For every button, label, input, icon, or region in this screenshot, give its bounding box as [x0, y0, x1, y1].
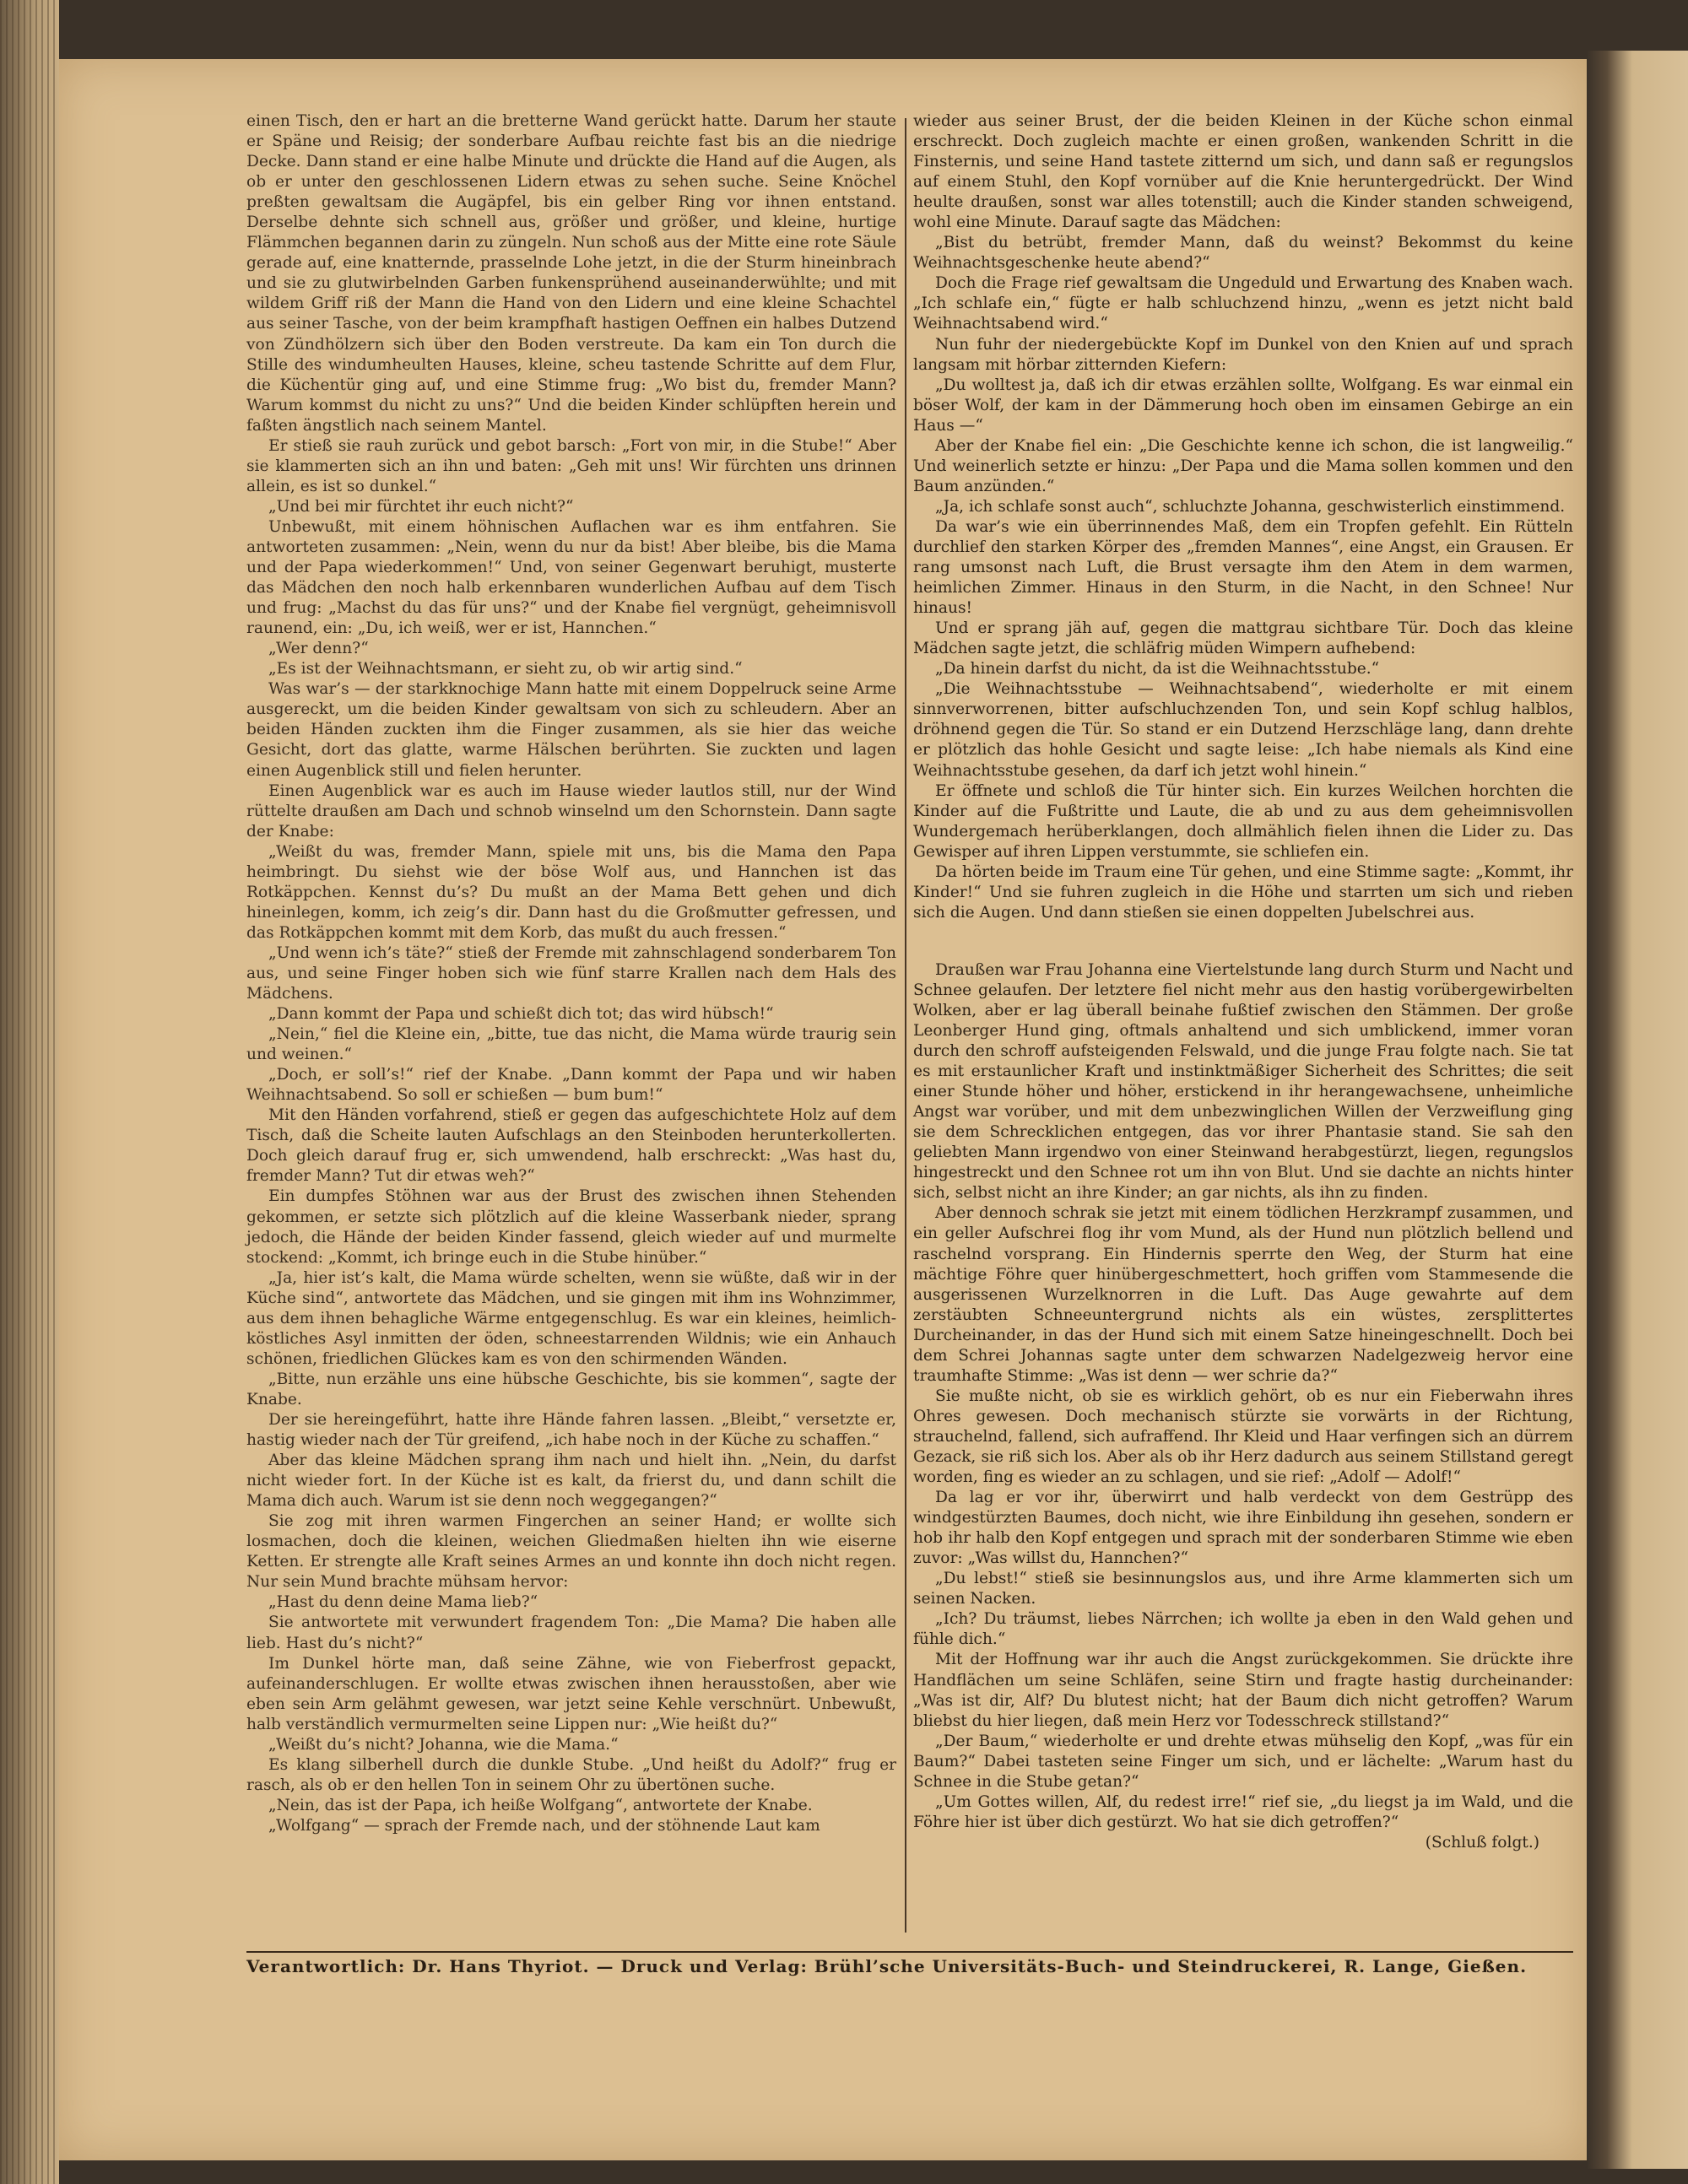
- right-column-upper-paragraph: „Ja, ich schlafe sonst auch“, schluchzte Johanna, geschwisterlich einstimmend.: [935, 497, 1566, 516]
- left-column-paragraph: „Doch, er soll’s!“ rief der Knabe. „Dann kommt der Papa und wir haben Weihnachtsabend. So soll er schießen — bum bum!“: [246, 1066, 896, 1105]
- left-column-paragraph: einen Tisch, den er hart an die bretterne Wand gerückt hatte. Darum her staute er Späne und Reisig; der sonderbare Aufbau reichte fast bis an die niedrige Decke. Dann stand er eine halbe Minute und drückte die Hand auf die Augen, als ob er unter den geschlossenen Lidern etwas zu sehen suche. Seine Knöchel preßten gewaltsam die Augäpfel, bis ein gelber Ring vor ihnen entstand. Derselbe dehnte sich schnell aus, größer und größer, und kleine, hurtige Flämmchen begannen darin zu züngeln. Nun schoß aus der Mitte eine rote Säule gerade auf, eine knatternde, prasselnde Lohe jetzt, in die der Sturm hineinbrach und sie zu glutwirbelnden Garben funkensprühend auseinanderwühlte; und mit wildem Griff riß der Mann die Hand von den Lidern und eine kleine Schachtel aus seiner Tasche, von der beim krampfhaft hastigen Oeffnen ein halbes Dutzend von Zündhölzern sich über den Boden verstreute. Da kam ein Ton durch die Stille des windumheulten Hauses, kleine, scheu tastende Schritte auf dem Flur, die Küchentür ging auf, und eine Stimme frug: „Wo bist du, fremder Mann? Warum kommst du nicht zu uns?“ Und die beiden Kinder schlüpften herein und faßten ängstlich nach seinem Mantel.: [246, 112, 896, 435]
- right-column: [913, 111, 1573, 1853]
- right-column-lower-paragraph: Mit der Hoffnung war ihr auch die Angst zurückgekommen. Sie drückte ihre Handflächen um seine Schläfen, seine Stirn und fragte hastig durcheinander: „Was ist dir, Alf? Du blutest nicht; hat der Baum dich nicht getroffen? Warum bliebst du hier liegen, daß mein Herz vor Todesschreck stillstand?“: [913, 1651, 1573, 1730]
- right-column-upper-paragraph: Er öffnete und schloß die Tür hinter sich. Ein kurzes Weilchen horchten die Kinder auf die Fußtritte und Laute, die ab und zu aus dem geheimnisvollen Wundergemach herüberklangen, doch allmählich fielen ihnen die Lider zu. Das Gewisper auf ihren Lippen verstummte, sie schliefen ein.: [913, 781, 1573, 861]
- spine-page-edges: [0, 0, 59, 2184]
- column-rule: [905, 118, 906, 1933]
- left-column-paragraph: „Und wenn ich’s täte?“ stieß der Fremde mit zahnschlagend sonderbarem Ton aus, und seine Finger hoben sich wie fünf starre Krallen nach dem Hals des Mädchens.: [246, 943, 896, 1003]
- left-column-paragraph: Mit den Händen vorfahrend, stieß er gegen das aufgeschichtete Holz auf dem Tisch, daß die Scheite lauten Aufschlags an den Steinboden herunterkollerten. Doch gleich darauf frug er, sich umwendend, halb erschreckt: „Was hast du, fremder Mann? Tut dir etwas weh?“: [246, 1106, 896, 1186]
- right-column-upper-paragraph: „Die Weihnachtsstube — Weihnachtsabend“, wiederholte er mit einem sinnverworrenen, bitter aufschluchzenden Ton, und sein Kopf schlug halblos, dröhnend gegen die Tür. So stand er ein Dutzend Herzschläge lang, dann drehte er plötzlich das hohle Gesicht und sagte leise: „Ich habe niemals als Kind eine Weihnachtsstube gesehen, da darf ich jetzt wohl hinein.“: [913, 680, 1573, 780]
- right-column-upper-paragraph: „Bist du betrübt, fremder Mann, daß du weinst? Bekommst du keine Weihnachtsgeschenke heute abend?“: [913, 234, 1573, 273]
- left-column-paragraph: „Weißt du was, fremder Mann, spiele mit uns, bis die Mama den Papa heimbringt. Du siehst wie der böse Wolf aus, und Hannchen ist das Rotkäppchen. Kennst du’s? Du mußt an der Mama Bett gehen und dich hineinlegen, komm, ich zeig’s dir. Dann hast du die Großmutter gefressen, und das Rotkäppchen kommt mit dem Korb, das mußt du auch fressen.“: [246, 842, 896, 942]
- right-column-lower-paragraph: Da lag er vor ihr, überwirrt und halb verdeckt von dem Gestrüpp des windgestürzten Baumes, doch nicht, wie ihre Einbildung ihn gesehen, sondern er hob ihr halb den Kopf entgegen und sprach mit der sonderbaren Stimme wie eben zuvor: „Was willst du, Hannchen?“: [913, 1489, 1573, 1568]
- left-column-paragraph: Der sie hereingeführt, hatte ihre Hände fahren lassen. „Bleibt,“ versetzte er, hastig wieder nach der Tür greifend, „ich habe noch in der Küche zu schaffen.“: [246, 1411, 896, 1450]
- continuation-note: (Schluß folgt.): [1425, 1833, 1539, 1852]
- right-column-lower-paragraph: Sie mußte nicht, ob sie es wirklich gehört, ob es nur ein Fieberwahn ihres Ohres gewesen. Doch mechanisch stürzte sie vorwärts in der Richtung, strauchelnd, fallend, sich aufraffend. Ihr Kleid und Haar verfingen sich an dürrem Gezack, sie riß sich los. Aber als ob ihr Herz dadurch aus seinem Stillstand geregt worden, fing es wieder an zu schlagen, und sie rief: „Adolf — Adolf!“: [913, 1387, 1573, 1487]
- right-column-upper-text: [913, 111, 1573, 923]
- left-column-paragraph: „Bitte, nun erzähle uns eine hübsche Geschichte, bis sie kommen“, sagte der Knabe.: [246, 1370, 896, 1408]
- left-column-paragraph: „Dann kommt der Papa und schießt dich tot; das wird hübsch!“: [268, 1005, 774, 1024]
- left-column-paragraph: „Und bei mir fürchtet ihr euch nicht?“: [268, 497, 574, 516]
- left-column-paragraph: Sie antwortete mit verwundert fragendem Ton: „Die Mama? Die haben alle lieb. Hast du’s nicht?“: [246, 1614, 896, 1652]
- left-column-paragraph: Ein dumpfes Stöhnen war aus der Brust des zwischen ihnen Stehenden gekommen, er setzte sich plötzlich auf die kleine Wasserbank nieder, sprang jedoch, die Hände der beiden Kinder fassend, gleich wieder auf und murmelte stockend: „Kommt, ich bringe euch in die Stube hinüber.“: [246, 1187, 896, 1267]
- left-column-paragraph: Aber das kleine Mädchen sprang ihm nach und hielt ihn. „Nein, du darfst nicht wieder fort. In der Küche ist es kalt, da frierst du, und dann schilt die Mama dich auch. Warum ist sie denn noch weggegangen?“: [246, 1451, 896, 1511]
- right-column-lower-paragraph: „Um Gottes willen, Alf, du redest irre!“ rief sie, „du liegst ja im Wald, und die Föhre hier ist über dich gestürzt. Wo hat sie dich getroffen?“: [913, 1792, 1573, 1831]
- left-column-paragraph: „Wolfgang“ — sprach der Fremde nach, und der stöhnende Laut kam: [268, 1816, 820, 1835]
- right-column-lower-text: [913, 960, 1573, 1833]
- adjacent-page-edge: [1587, 51, 1688, 2169]
- right-column-lower-paragraph: „Ich? Du träumst, liebes Närrchen; ich wollte ja eben in den Wald gehen und fühle dich.“: [913, 1610, 1573, 1649]
- right-column-upper-paragraph: Doch die Frage rief gewaltsam die Ungeduld und Erwartung des Knaben wach. „Ich schlafe ein,“ fügte er halb schluchzend hinzu, „wenn es jetzt nicht bald Weihnachtsabend wird.“: [913, 274, 1573, 333]
- left-column-paragraph: Sie zog mit ihren warmen Fingerchen an seiner Hand; er wollte sich losmachen, doch die kleinen, weichen Gliedmaßen hielten ihn wie eiserne Ketten. Er strengte alle Kraft seines Armes an und konnte ihn doch nicht regen. Nur sein Mund brachte mühsam hervor:: [246, 1512, 896, 1592]
- right-column-upper-paragraph: Nun fuhr der niedergebückte Kopf im Dunkel von den Knien auf und sprach langsam mit hörbar zitternden Kiefern:: [913, 335, 1573, 374]
- right-column-upper-paragraph: Da war’s wie ein überrinnendes Maß, dem ein Tropfen gefehlt. Ein Rütteln durchlief den starken Körper des „fremden Mannes“, eine Angst, ein Grausen. Er rang umsonst nach Luft, die Brust versagte ihm den Atem in dem warmen, heimlichen Zimmer. Hinaus in den Sturm, in die Nacht, in den Schnee! Nur hinaus!: [913, 517, 1573, 618]
- left-column: [246, 111, 896, 1836]
- left-column-paragraph: „Es ist der Weihnachtsmann, er sieht zu, ob wir artig sind.“: [268, 660, 743, 678]
- left-column-paragraph: „Nein, das ist der Papa, ich heiße Wolfgang“, antwortete der Knabe.: [268, 1796, 813, 1814]
- left-column-paragraph: „Weißt du’s nicht? Johanna, wie die Mama.“: [268, 1735, 619, 1754]
- right-column-upper-paragraph: „Du wolltest ja, daß ich dir etwas erzählen sollte, Wolfgang. Es war einmal ein böser Wolf, der kam in der Dämmerung hoch oben im einsamen Gebirge an ein Haus —“: [913, 376, 1573, 435]
- right-column-lower-paragraph: „Du lebst!“ stieß sie besinnungslos aus, und ihre Arme klammerten sich um seinen Nacken.: [913, 1570, 1573, 1608]
- right-column-upper-paragraph: Da hörten beide im Traum eine Tür gehen, und eine Stimme sagte: „Kommt, ihr Kinder!“ Und sie fuhren zugleich in die Höhe und starrten um sich und rieben sich die Augen. Und dann stießen sie einen doppelten Jubelschrei aus.: [913, 862, 1573, 922]
- left-column-paragraph: „Nein,“ fiel die Kleine ein, „bitte, tue das nicht, die Mama würde traurig sein und weinen.“: [246, 1025, 896, 1064]
- left-column-paragraph: Einen Augenblick war es auch im Hause wieder lautlos still, nur der Wind rüttelte draußen am Dach und schnob winselnd um den Schornstein. Dann sagte der Knabe:: [246, 781, 896, 841]
- right-column-upper-paragraph: Aber der Knabe fiel ein: „Die Geschichte kenne ich schon, die ist langweilig.“ Und weinerlich setzte er hinzu: „Der Papa und die Mama sollen kommen und den Baum anzünden.“: [913, 436, 1573, 495]
- right-column-lower-paragraph: „Der Baum,“ wiederholte er und drehte etwas mühselig den Kopf, „was für ein Baum?“ Dabei tasteten seine Finger um sich, und er lächelte: „Warum hast du Schnee in die Stube getan?“: [913, 1732, 1573, 1791]
- right-column-lower-paragraph: Draußen war Frau Johanna eine Viertelstunde lang durch Sturm und Nacht und Schnee gelaufen. Der letztere fiel nicht mehr aus den hastig vorübergewirbelten Wolken, aber er lag überall beinahe fußtief zwischen den Stämmen. Der große Leonberger Hund ging, oftmals anhaltend und sich umblickend, immer voran durch den schroff aufsteigenden Felswald, und die junge Frau folgte nach. Sie tat es mit erstaunlicher Kraft und instinktmäßiger Sicherheit des Schrittes; die seit einer Stunde höher und höher, erstickend in ihr herangewachsene, unheimliche Angst war vorüber, und mit dem unbezwinglichen Willen der Verzweiflung ging sie dem Schrecklichen entgegen, das vor ihrer Phantasie stand. Sie sah den geliebten Mann irgendwo von einer Steinwand herabgestürzt, liegen, regungslos hingestreckt und den Schnee rot um ihn von Blut. Und sie dachte an nichts hinter sich, selbst nicht an ihre Kinder; an gar nichts, als ihn zu finden.: [913, 960, 1573, 1203]
- left-column-paragraph: Unbewußt, mit einem höhnischen Auflachen war es ihm entfahren. Sie antworteten zusammen: „Nein, wenn du nur da bist! Aber bleibe, bis die Mama und der Papa wiederkommen!“ Und, von seiner Gegenwart beruhigt, musterte das Mädchen den noch halb erkennbaren wunderlichen Aufbau auf dem Tisch und frug: „Machst du das für uns?“ und der Knabe fiel vergnügt, geheimnisvoll raunend, ein: „Du, ich weiß, wer er ist, Hannchen.“: [246, 517, 896, 638]
- left-column-paragraph: Er stieß sie rauh zurück und gebot barsch: „Fort von mir, in die Stube!“ Aber sie klammerten sich an ihn und baten: „Geh mit uns! Wir fürchten uns drinnen allein, es ist so dunkel.“: [246, 436, 896, 495]
- left-column-paragraph: „Hast du denn deine Mama lieb?“: [268, 1593, 538, 1612]
- left-column-paragraph: Was war’s — der starkknochige Mann hatte mit einem Doppelruck seine Arme ausgereckt, um die beiden Kinder gewaltsam von sich zu schleudern. Aber an beiden Händen zuckten ihm die Finger zusammen, als sie hier das weiche Gesicht, dort das glatte, warme Hälschen berührten. Sie zuckten und lagen einen Augenblick still und fielen herunter.: [246, 680, 896, 780]
- right-column-upper-paragraph: „Da hinein darfst du nicht, da ist die Weihnachtsstube.“: [935, 660, 1380, 678]
- left-column-paragraph: Im Dunkel hörte man, daß seine Zähne, wie von Fieberfrost gepackt, aufeinanderschlugen. Er wollte etwas zwischen ihnen herausstoßen, aber wie eben sein Arm gelähmt gewesen, war jetzt seine Kehle verschnürt. Unbewußt, halb verständlich vermurmelten seine Lippen nur: „Wie heißt du?“: [246, 1654, 896, 1733]
- left-column-paragraph: „Wer denn?“: [268, 640, 369, 658]
- section-gap: [913, 923, 1573, 960]
- right-column-upper-paragraph: wieder aus seiner Brust, der die beiden Kleinen in der Küche schon einmal erschreckt. Doch zugleich machte er einen großen, wankenden Schritt in die Finsternis, und seine Hand tastete zitternd um sich, und dann saß er regungslos auf einem Stuhl, den Kopf vornüber auf die Knie heruntergedrückt. Der Wind heulte draußen, sonst war alles totenstill; auch die Kinder standen schweigend, wohl eine Minute. Darauf sagte das Mädchen:: [913, 112, 1573, 232]
- left-column-paragraph: „Ja, hier ist’s kalt, die Mama würde schelten, wenn sie wüßte, daß wir in der Küche sind“, antwortete das Mädchen, und sie gingen mit ihm ins Wohnzimmer, aus dem ihnen behagliche Wärme entgegenschlug. Es war ein kleines, heimlich-köstliches Asyl inmitten der öden, schneestarrenden Wildnis; wie ein Anhauch schönen, friedlichen Glückes kam es von den schirmenden Wänden.: [246, 1268, 896, 1368]
- right-column-lower-paragraph: Aber dennoch schrak sie jetzt mit einem tödlichen Herzkrampf zusammen, und ein geller Aufschrei flog ihr vom Mund, als der Hund nun plötzlich bellend und raschelnd vorsprang. Ein Hindernis sperrte den Weg, der Sturm hat eine mächtige Föhre quer hinübergeschmettert, hoch griffen vom Stammesende die ausgerissenen Wurzelknorren in die Luft. Das Auge gewahrte auf dem zerstäubten Schneeuntergrund nichts als ein wüstes, zersplittertes Durcheinander, in das der Hund sich mit einem Satze hineingeschnellt. Doch bei dem Schrei Johannas sagte unter dem schwarzen Nadelgezweig hervor eine traumhafte Stimme: „Was ist denn — wer schrie da?“: [913, 1204, 1573, 1385]
- right-column-upper-paragraph: Und er sprang jäh auf, gegen die mattgrau sichtbare Tür. Doch das kleine Mädchen sagte jetzt, die schläfrig müden Wimpern aufhebend:: [913, 619, 1573, 658]
- left-column-paragraph: Es klang silberhell durch die dunkle Stube. „Und heißt du Adolf?“ frug er rasch, als ob er den hellen Ton in seinem Ohr zu übertönen suche.: [246, 1755, 896, 1794]
- footer-rule: [246, 1951, 1573, 1953]
- imprint-footer: Verantwortlich: Dr. Hans Thyriot. — Druck und Verlag: Brühl’sche Universitäts-Buch- und Steindruckerei, R. Lange, Gießen.: [246, 1956, 1528, 1976]
